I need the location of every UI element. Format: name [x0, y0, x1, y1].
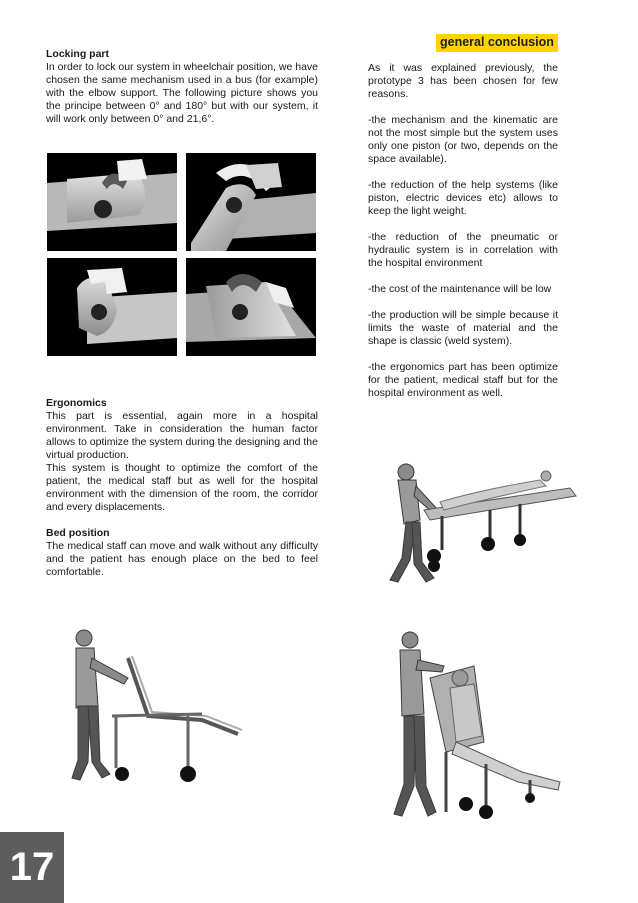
ergonomics-body-1: This part is essential, again more in a hospital environment. Take in consideration the human factor allows to optimize the system during the designing and the virtual production.	[46, 410, 318, 461]
wheelchair-illustration	[390, 626, 570, 826]
page-number: 17	[0, 832, 64, 903]
stretcher-illustration	[360, 440, 580, 600]
ergonomics-body-2: This system is thought to optimize the comfort of the patient, the medical staff but as well for the hospital environment with the dimension of the room, the corridor and every displacements.	[46, 462, 318, 513]
ergonomics-heading: Ergonomics	[46, 397, 107, 409]
locking-heading: Locking part	[46, 48, 110, 60]
conclusion-paragraph: -the reduction of the help systems (like piston, electric devices etc) allows to keep the light weight.	[368, 179, 558, 217]
locking-body: In order to lock our system in wheelchair position, we have chosen the same mechanism used in a bus (for example) with the elbow support. The following picture shows you the principe between 0° and 180° but with our system, it will work only between 0° and 21,6°.	[46, 61, 318, 125]
conclusion-paragraph: -the production will be simple because it limits the waste of material and the shape is classic (weld system).	[368, 309, 558, 347]
locking-render-2	[186, 153, 316, 251]
transition-illustration	[62, 622, 247, 792]
conclusion-paragraph: -the reduction of the pneumatic or hydraulic system is in correlation with the hospital environment	[368, 231, 558, 269]
bed-position-body: The medical staff can move and walk without any difficulty and the patient has enough place on the bed to feel comfortable.	[46, 540, 318, 578]
locking-section	[46, 48, 318, 126]
general-conclusion-badge: general conclusion	[436, 34, 558, 52]
conclusion-section	[368, 62, 558, 400]
locking-render-3	[47, 258, 177, 356]
ergonomics-section	[46, 397, 318, 579]
conclusion-paragraph: -the mechanism and the kinematic are not the most simple but the system uses only one piston (or two, depends on the space available).	[368, 114, 558, 165]
bed-position-heading: Bed position	[46, 527, 110, 539]
conclusion-paragraph: -the cost of the maintenance will be low	[368, 283, 552, 295]
locking-render-4	[186, 258, 316, 356]
conclusion-paragraph: -the ergonomics part has been optimize for the patient, medical staff but for the hospital environment as well.	[368, 361, 558, 399]
locking-render-1	[47, 153, 177, 251]
conclusion-paragraph: As it was explained previously, the prototype 3 has been chosen for few reasons.	[368, 62, 558, 100]
